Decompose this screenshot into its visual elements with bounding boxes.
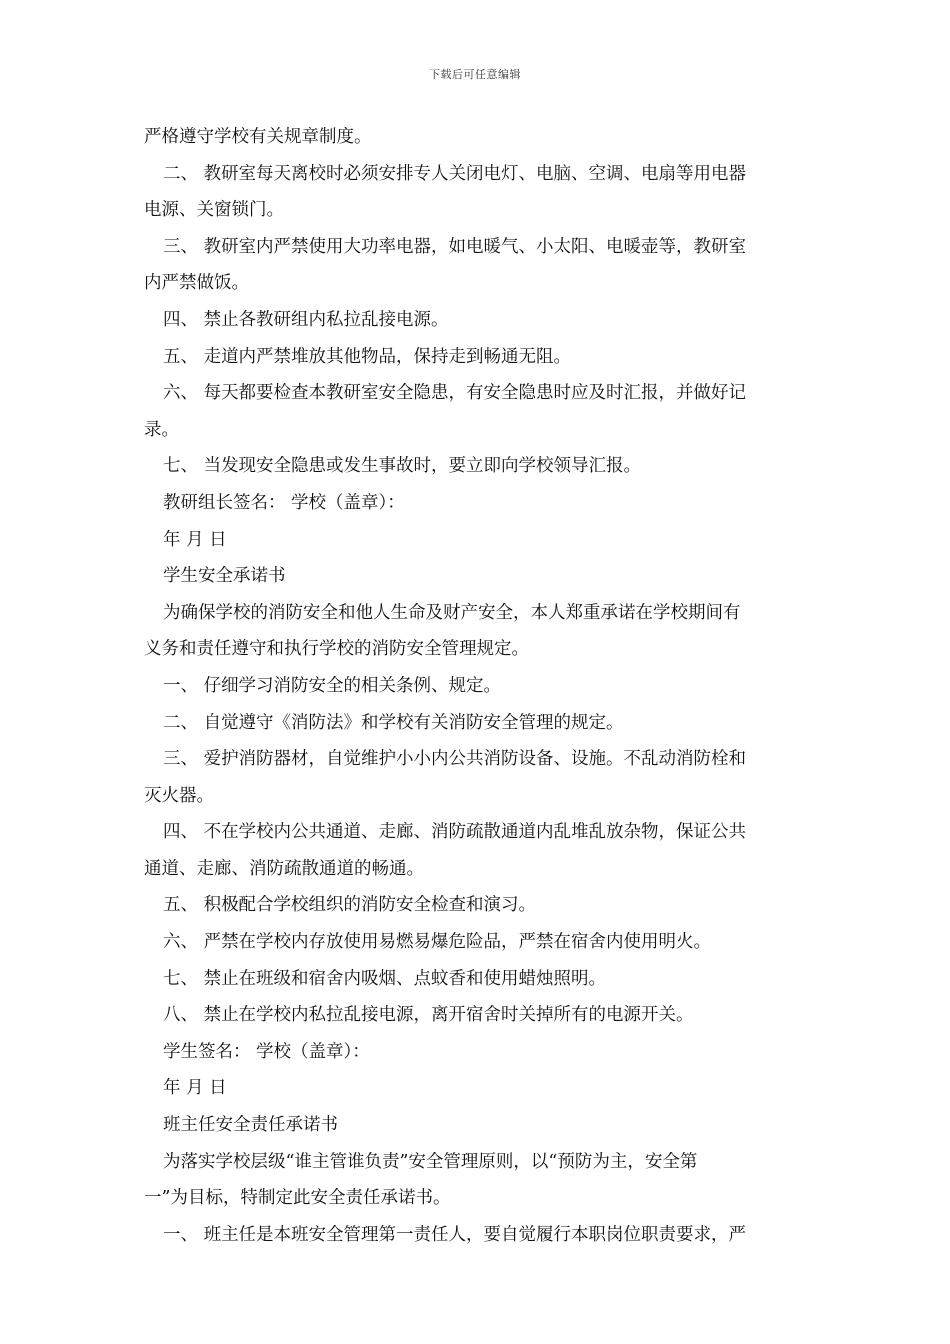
text-line: 三、 爱护消防器材，自觉维护小小内公共消防设备、设施。不乱动消防栓和 bbox=[163, 749, 747, 770]
text-line: 五、 积极配合学校组织的消防安全检查和演习。 bbox=[163, 895, 537, 916]
document-body bbox=[144, 119, 810, 1253]
text-line: 七、 禁止在班级和宿舍内吸烟、点蚊香和使用蜡烛照明。 bbox=[163, 968, 607, 989]
text-line: 学生安全承诺书 bbox=[163, 566, 286, 587]
text-line: 年 月 日 bbox=[163, 1078, 227, 1099]
text-line: 通道、走廊、消防疏散通道的畅通。 bbox=[144, 858, 424, 879]
text-line: 一”为目标，特制定此安全责任承诺书。 bbox=[144, 1188, 451, 1209]
text-line: 二、 教研室每天离校时必须安排专人关闭电灯、电脑、空调、电扇等用电器 bbox=[163, 163, 747, 184]
header-note: 下载后可任意编辑 bbox=[429, 68, 521, 81]
text-line: 内严禁做饭。 bbox=[144, 273, 249, 294]
text-line: 为确保学校的消防安全和他人生命及财产安全，本人郑重承诺在学校期间有 bbox=[163, 602, 741, 623]
text-line: 二、 自觉遵守《消防法》和学校有关消防安全管理的规定。 bbox=[163, 712, 624, 733]
text-line: 八、 禁止在学校内私拉乱接电源，离开宿舍时关掉所有的电源开关。 bbox=[163, 1005, 694, 1026]
text-line: 六、 每天都要检查本教研室安全隐患，有安全隐患时应及时汇报，并做好记 bbox=[163, 383, 747, 404]
text-line: 教研组长签名： 学校（盖章）： bbox=[163, 492, 405, 513]
text-line: 灭火器。 bbox=[144, 785, 214, 806]
text-line: 为落实学校层级“谁主管谁负责”安全管理原则，以“预防为主，安全第 bbox=[163, 1151, 698, 1172]
text-line: 五、 走道内严禁堆放其他物品，保持走到畅通无阻。 bbox=[163, 346, 572, 367]
text-line: 年 月 日 bbox=[163, 529, 227, 550]
text-line: 四、 禁止各教研组内私拉乱接电源。 bbox=[163, 309, 449, 330]
text-line: 录。 bbox=[144, 419, 179, 440]
text-line: 一、 班主任是本班安全管理第一责任人，要自觉履行本职岗位职责要求，严 bbox=[163, 1224, 747, 1245]
text-line: 义务和责任遵守和执行学校的消防安全管理规定。 bbox=[144, 639, 529, 660]
text-line: 班主任安全责任承诺书 bbox=[163, 1115, 338, 1136]
text-line: 严格遵守学校有关规章制度。 bbox=[144, 127, 372, 147]
text-line: 四、 不在学校内公共通道、走廊、消防疏散通道内乱堆乱放杂物，保证公共 bbox=[163, 822, 747, 843]
text-line: 学生签名： 学校（盖章）： bbox=[163, 1041, 370, 1062]
text-line: 一、 仔细学习消防安全的相关条例、规定。 bbox=[163, 675, 502, 696]
text-line: 六、 严禁在学校内存放使用易燃易爆危险品，严禁在宿舍内使用明火。 bbox=[163, 932, 712, 953]
text-line: 电源、关窗锁门。 bbox=[144, 200, 284, 221]
text-line: 三、 教研室内严禁使用大功率电器，如电暖气、小太阳、电暖壶等，教研室 bbox=[163, 236, 747, 257]
text-line: 七、 当发现安全隐患或发生事故时，要立即向学校领导汇报。 bbox=[163, 456, 642, 477]
